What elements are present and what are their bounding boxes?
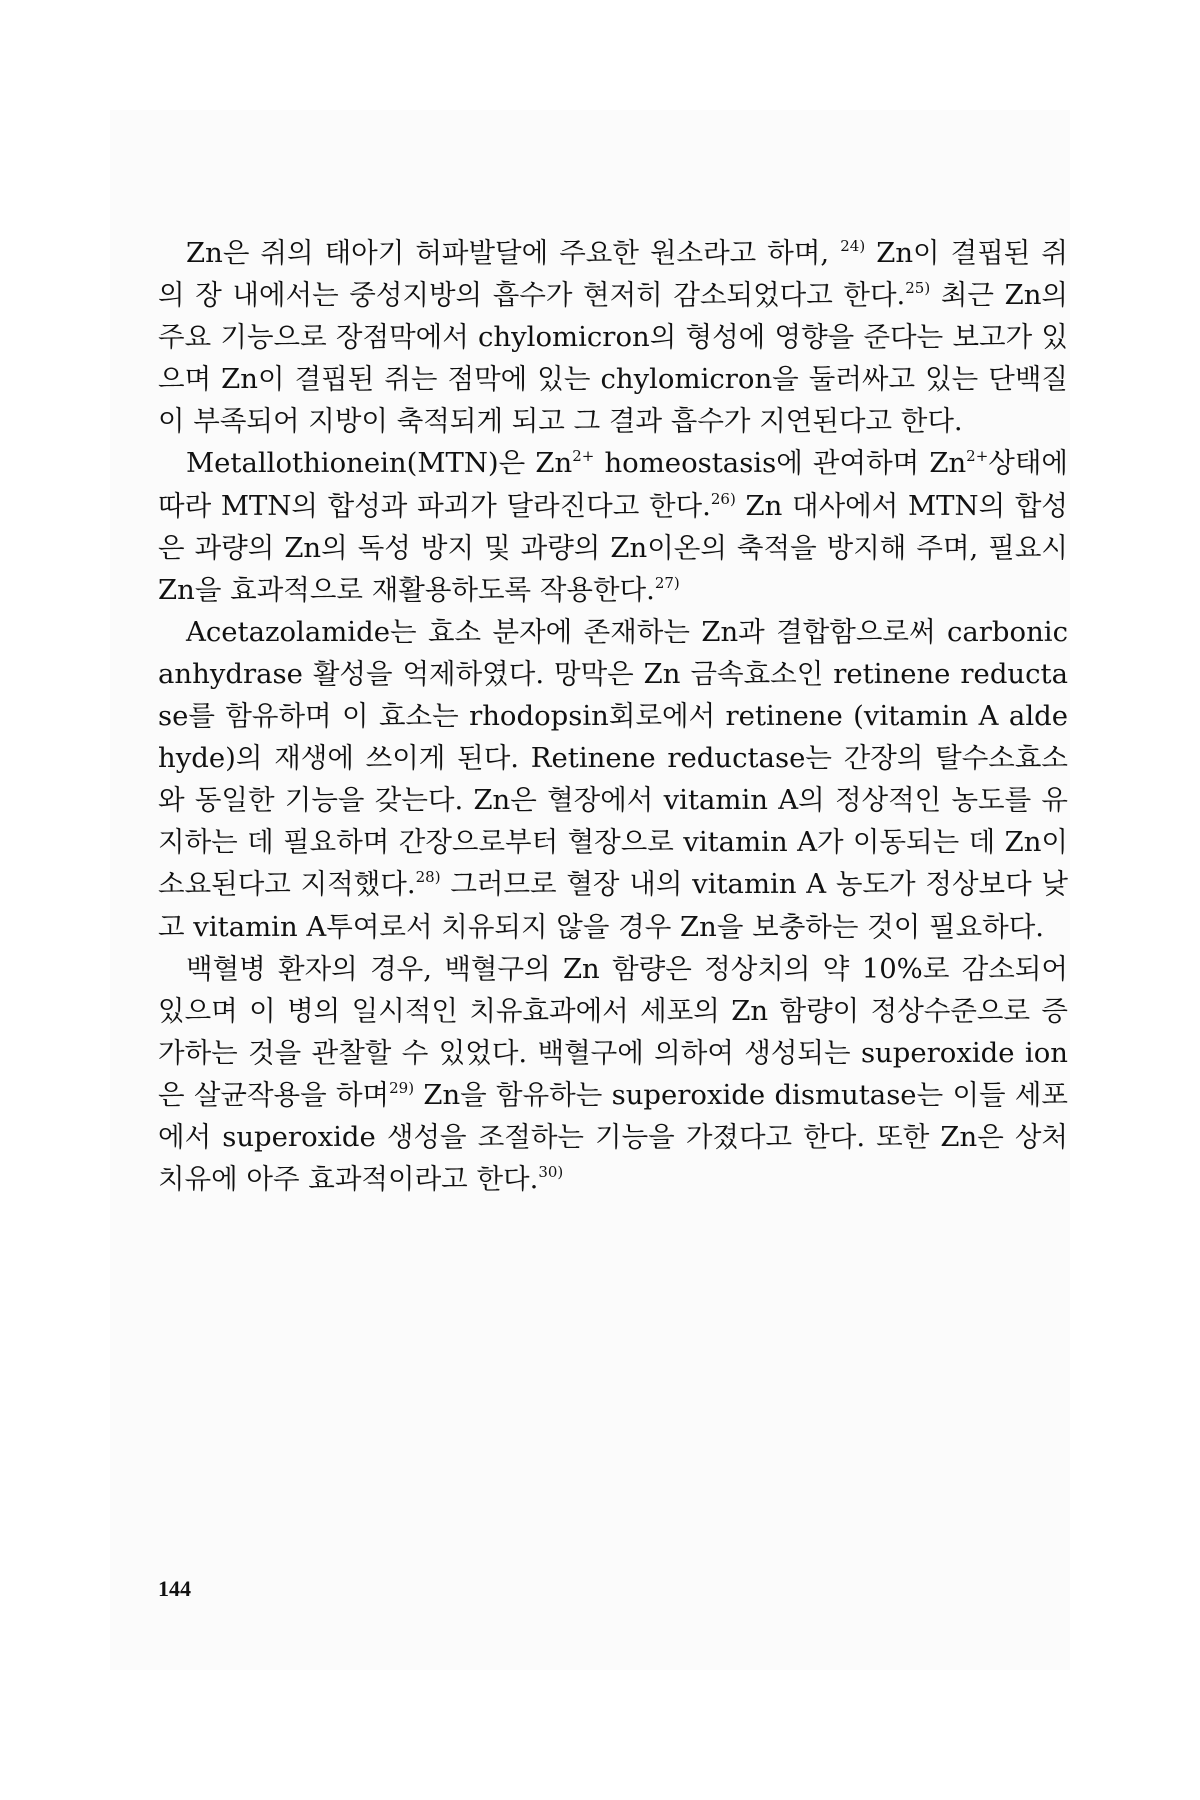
text-span: Zn은 쥐의 태아기 허파발달에 주요한 원소라고 하며, [186, 237, 841, 269]
citation-ref: 29) [389, 1078, 415, 1097]
paragraph-zn-lung-fat-absorption [158, 232, 1068, 442]
superscript-charge: 2+ [966, 447, 989, 466]
citation-ref: 24) [840, 237, 866, 255]
text-span: 백혈병 환자의 경우, 백혈구의 Zn 함량은 정상치의 약 10%로 감소되어 있으며 이 병의 일시적인 치유효과에서 세포의 Zn 함량이 정상수준으로 증가하는 것을 관찰할 수 있었다. 백혈구에 의하여 생성되는 superoxide ion은 살균작용을 하며 [158, 952, 1068, 1111]
text-span: Acetazolamide는 효소 분자에 존재하는 Zn과 결합함으로써 carbonic anhydrase 활성을 억제하였다. 망막은 Zn 금속효소인 retinene reductase를 함유하며 이 효소는 rhodopsin회로에서 retinene (vitamin A aldehyde)의 재생에 쓰이게 된다. Retinene reductase는 간장의 탈수소효소와 동일한 기능을 갖는다. Zn은 혈장에서 vitamin A의 정상적인 농도를 유지하는 데 필요하며 간장으로부터 혈장으로 vitamin A가 이동되는 데 Zn이 소요된다고 지적했다. [158, 615, 1068, 901]
citation-ref: 30) [538, 1163, 564, 1182]
body-text [158, 232, 1068, 1200]
citation-ref: 25) [905, 279, 931, 298]
text-span: homeostasis에 관여하며 Zn [594, 447, 967, 480]
citation-ref: 27) [654, 573, 680, 592]
paragraph-metallothionein [158, 442, 1068, 610]
paragraph-acetazolamide-vitamin-a [158, 611, 1068, 948]
text-span: 그러므로 혈장 내의 vitamin A 농도가 정상보다 낮고 vitamin A투여로서 치유되지 않을 경우 Zn을 보충하는 것이 필요하다. [158, 868, 1068, 943]
page-number: 144 [158, 1576, 191, 1601]
text-span: 최근 Zn의 주요 기능으로 장점막에서 chylomicron의 형성에 영향을 준다는 보고가 있으며 Zn이 결핍된 쥐는 점막에 있는 chylomicron을 둘러싸고 있는 단백질이 부족되어 지방이 축적되게 되고 그 결과 흡수가 지연된다고 한다. [158, 279, 1068, 438]
text-span: Metallothionein(MTN)은 Zn [186, 447, 573, 480]
text-span: 상태에 따라 MTN의 합성과 파괴가 달라진다고 한다. [158, 447, 1068, 522]
citation-ref: 28) [415, 868, 441, 887]
text-span: Zn 대사에서 MTN의 합성은 과량의 Zn의 독성 방지 및 과량의 Zn이온의 축적을 방지해 주며, 필요시 Zn을 효과적으로 재활용하도록 작용한다. [158, 489, 1068, 606]
superscript-charge: 2+ [572, 447, 595, 466]
citation-ref: 26) [710, 489, 736, 508]
paragraph-leukemia-superoxide [158, 948, 1068, 1201]
text-span: Zn을 함유하는 superoxide dismutase는 이들 세포에서 superoxide 생성을 조절하는 기능을 가졌다고 한다. 또한 Zn은 상처 치유에 아주 효과적이라고 한다. [158, 1078, 1068, 1196]
text-span: Zn이 결핍된 쥐의 장 내에서는 중성지방의 흡수가 현저히 감소되었다고 한다. [158, 237, 1068, 312]
